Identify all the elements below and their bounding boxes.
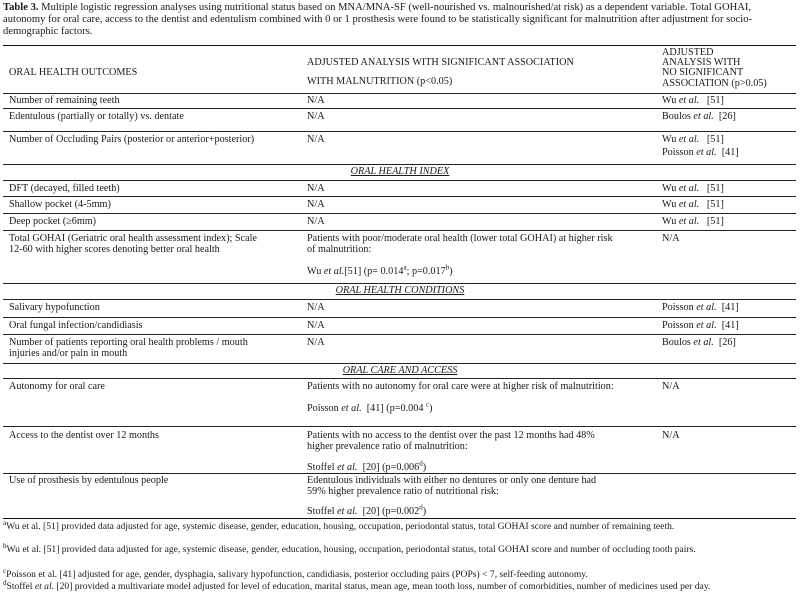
ref-cell: N/A xyxy=(662,430,680,441)
outcome-fungal: Oral fungal infection/candidiasis xyxy=(9,320,143,331)
sig-cell: N/A xyxy=(307,320,325,331)
sig-prosthesis-ref: Stoffel et al. [20] (p=0.002$^d$) xyxy=(307,503,427,517)
sig-cell: N/A xyxy=(307,216,325,227)
outcome-salivary: Salivary hypofunction xyxy=(9,302,100,313)
outcome-dft: DFT (decayed, filled teeth) xyxy=(9,183,120,194)
outcome-dentist-access: Access to the dentist over 12 months xyxy=(9,430,159,441)
sig-prosthesis-line1: Edentulous individuals with either no dentures or only one denture had xyxy=(307,475,597,486)
row-divider xyxy=(3,213,796,214)
sig-cell: N/A xyxy=(307,337,325,348)
footnote-c: $^c$Poisson et al. [41] adjusted for age, gender, dysphagia, salivary hypofunction, candidiasis, posterior occluding pairs (POPs) < 7, self-feeding autonomy. xyxy=(3,566,588,580)
outcome-problems-line2: injuries and/or pain in mouth xyxy=(9,348,128,359)
ref-cell: Wu et al. [51] xyxy=(662,199,724,210)
footnote-b: $^b$Wu et al. [51] provided data adjusted for age, systemic disease, gender, education, housing, occupation, periodontal status, total GOHAI score and number of occluding tooth pairs. xyxy=(3,541,696,555)
sig-prosthesis-line2: 59% higher prevalence ratio of nutritional risk: xyxy=(307,486,499,497)
sig-dentist-ref: Stoffel et al. [20] (p=0.006$^d$) xyxy=(307,459,427,473)
header-significant-line2: WITH MALNUTRITION (p<0.05) xyxy=(307,76,453,87)
outcome-edentulous: Edentulous (partially or totally) vs. dentate xyxy=(9,111,184,122)
section-rule xyxy=(3,363,796,364)
ref-cell: Boulos et al. [26] xyxy=(662,337,736,348)
header-nonsignificant-line4: ASSOCIATION (p>0.05) xyxy=(662,78,767,89)
header-rule xyxy=(3,93,796,94)
sig-autonomy-line1: Patients with no autonomy for oral care were at higher risk of malnutrition: xyxy=(307,381,614,392)
outcome-gohai-line2: 12-60 with higher scores denoting better oral health xyxy=(9,244,220,255)
outcome-occluding-pairs: Number of Occluding Pairs (posterior or anterior+posterior) xyxy=(9,134,255,145)
ref-cell: Wu et al. [51] xyxy=(662,216,724,227)
row-divider xyxy=(3,334,796,335)
sig-cell: N/A xyxy=(307,111,325,122)
section-title-oral-care-access: ORAL CARE AND ACCESS xyxy=(342,365,458,376)
ref-cell: Poisson et al. [41] xyxy=(662,302,739,313)
outcome-gohai-line1: Total GOHAI (Geriatric oral health assessment index); Scale xyxy=(9,233,257,244)
sig-cell: N/A xyxy=(307,134,325,145)
sig-dentist-line1: Patients with no access to the dentist over the past 12 months had 48% xyxy=(307,430,595,441)
header-nonsignificant-line2: ANALYSIS WITH xyxy=(662,57,741,68)
ref-cell: N/A xyxy=(662,233,680,244)
header-significant-line1: ADJUSTED ANALYSIS WITH SIGNIFICANT ASSOCIATION xyxy=(307,57,574,68)
sig-gohai-line2: of malnutrition: xyxy=(307,244,372,255)
row-divider xyxy=(3,108,796,109)
ref-cell: N/A xyxy=(662,381,680,392)
row-divider xyxy=(3,426,796,427)
section-title-oral-health-index: ORAL HEALTH INDEX xyxy=(350,166,450,177)
section-rule xyxy=(3,164,796,165)
outcome-deep-pocket: Deep pocket (≥6mm) xyxy=(9,216,97,227)
ref-cell: Wu et al. [51] xyxy=(662,95,724,106)
row-divider xyxy=(3,317,796,318)
sig-gohai-ref: Wu et al.[51] (p= 0.014$^a$; p=0.017$^b$) xyxy=(307,263,453,277)
sig-dentist-line2: higher prevalence ratio of malnutrition: xyxy=(307,441,468,452)
table-top-rule xyxy=(3,45,796,46)
header-outcomes: ORAL HEALTH OUTCOMES xyxy=(9,67,138,78)
footnote-d: $^d$Stoffel et al. [20] provided a multivariate model adjusted for level of education, marital status, mean age, mean tooth loss, number of comorbidities, number of medicines used per day. xyxy=(3,578,711,592)
sig-cell: N/A xyxy=(307,95,325,106)
outcome-problems-line1: Number of patients reporting oral health problems / mouth xyxy=(9,337,248,348)
row-divider xyxy=(3,196,796,197)
outcome-shallow-pocket: Shallow pocket (4-5mm) xyxy=(9,199,111,210)
sig-cell: N/A xyxy=(307,183,325,194)
outcome-prosthesis: Use of prosthesis by edentulous people xyxy=(9,475,169,486)
sig-cell: N/A xyxy=(307,302,325,313)
section-rule xyxy=(3,283,796,284)
table-caption xyxy=(3,2,796,39)
table-label: Table 3. xyxy=(3,2,39,13)
sig-autonomy-ref: Poisson et al. [41] (p=0.004 $^c$) xyxy=(307,400,433,414)
section-title-oral-health-conditions: ORAL HEALTH CONDITIONS xyxy=(335,285,465,296)
row-divider xyxy=(3,131,796,132)
sig-cell: N/A xyxy=(307,199,325,210)
ref-cell: Wu et al. [51] xyxy=(662,183,724,194)
ref-cell: Poisson et al. [41] xyxy=(662,320,739,331)
row-divider xyxy=(3,473,796,474)
row-divider xyxy=(3,230,796,231)
sig-gohai-line1: Patients with poor/moderate oral health (lower total GOHAI) at higher risk xyxy=(307,233,613,244)
footnote-a: $^a$Wu et al. [51] provided data adjusted for age, systemic disease, gender, education, housing, occupation, periodontal status, total GOHAI score and number of remaining teeth. xyxy=(3,518,675,532)
header-nonsignificant-line1: ADJUSTED xyxy=(662,47,714,58)
ref-cell: Poisson et al. [41] xyxy=(662,147,739,158)
outcome-autonomy: Autonomy for oral care xyxy=(9,381,105,392)
section-rule xyxy=(3,299,796,300)
header-nonsignificant-line3: NO SIGNIFICANT xyxy=(662,67,744,78)
section-rule xyxy=(3,378,796,379)
ref-cell: Boulos et al. [26] xyxy=(662,111,736,122)
section-rule xyxy=(3,180,796,181)
table-bottom-rule xyxy=(3,518,796,519)
outcome-remaining-teeth: Number of remaining teeth xyxy=(9,95,120,106)
caption-text: Multiple logistic regression analyses using nutritional status based on MNA/MNA-SF (well-nourished vs. malnourished/at risk) as a dependent variable. Total GOHAI, autonomy for oral care, access to the dentist and edentulism combined with 0 or 1 prosthesis were found to be statistically significant for malnutrition after adjustment for socio-demographic factors. xyxy=(3,2,753,38)
ref-cell: Wu et al. [51] xyxy=(662,134,724,145)
